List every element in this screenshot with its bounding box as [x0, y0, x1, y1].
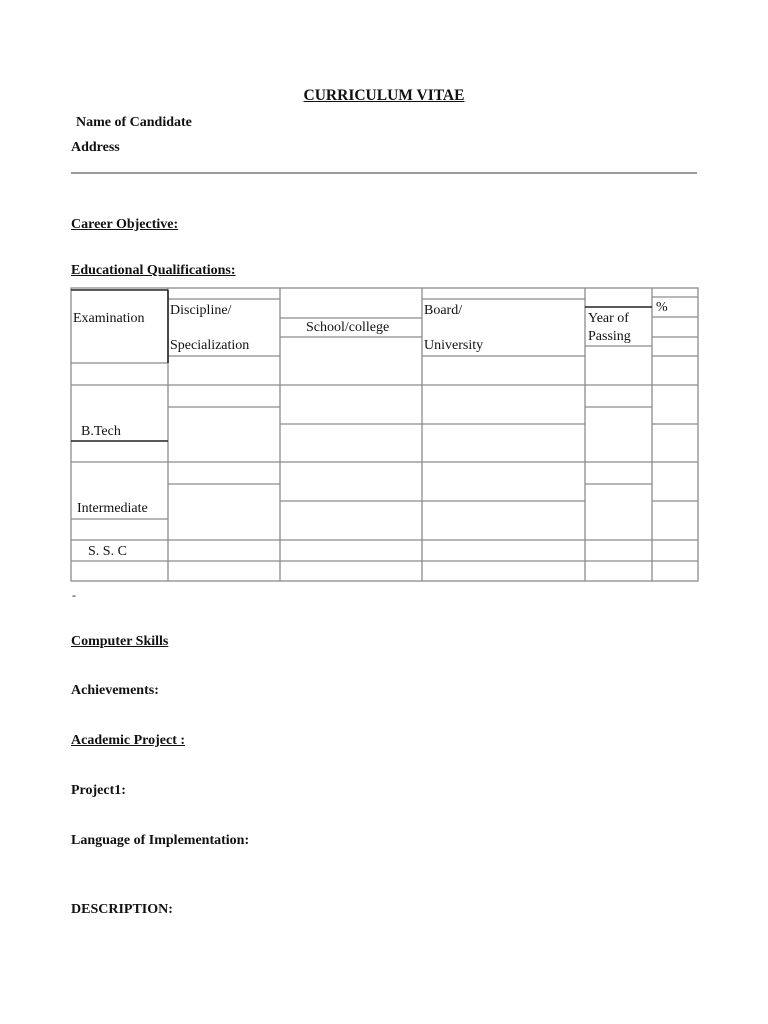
- project1-label: Project1:: [71, 783, 126, 798]
- header-year-line1: Year of: [588, 311, 629, 326]
- educational-qualifications-heading: Educational Qualifications:: [71, 263, 236, 278]
- row-label-ssc: S. S. C: [88, 544, 127, 559]
- description-label: DESCRIPTION:: [71, 902, 173, 917]
- computer-skills-heading: Computer Skills: [71, 634, 169, 649]
- header-year-line2: Passing: [588, 329, 631, 344]
- address-label: Address: [71, 140, 120, 155]
- header-discipline-line1: Discipline/: [170, 303, 232, 318]
- stray-dash: -: [72, 588, 76, 602]
- document-title: CURRICULUM VITAE: [303, 87, 465, 104]
- career-objective-heading: Career Objective:: [71, 217, 179, 232]
- header-examination: Examination: [73, 311, 145, 326]
- name-of-candidate-label: Name of Candidate: [76, 115, 192, 130]
- academic-project-heading: Academic Project :: [71, 733, 186, 748]
- language-of-implementation-label: Language of Implementation:: [71, 833, 250, 848]
- header-board-line2: University: [424, 338, 484, 353]
- header-percent: %: [656, 300, 668, 315]
- row-label-intermediate: Intermediate: [77, 501, 148, 516]
- header-school-college: School/college: [306, 320, 390, 335]
- row-label-btech: B.Tech: [81, 424, 121, 439]
- header-board-line1: Board/: [424, 303, 463, 318]
- header-discipline-line2: Specialization: [170, 338, 250, 353]
- achievements-heading: Achievements:: [71, 683, 159, 698]
